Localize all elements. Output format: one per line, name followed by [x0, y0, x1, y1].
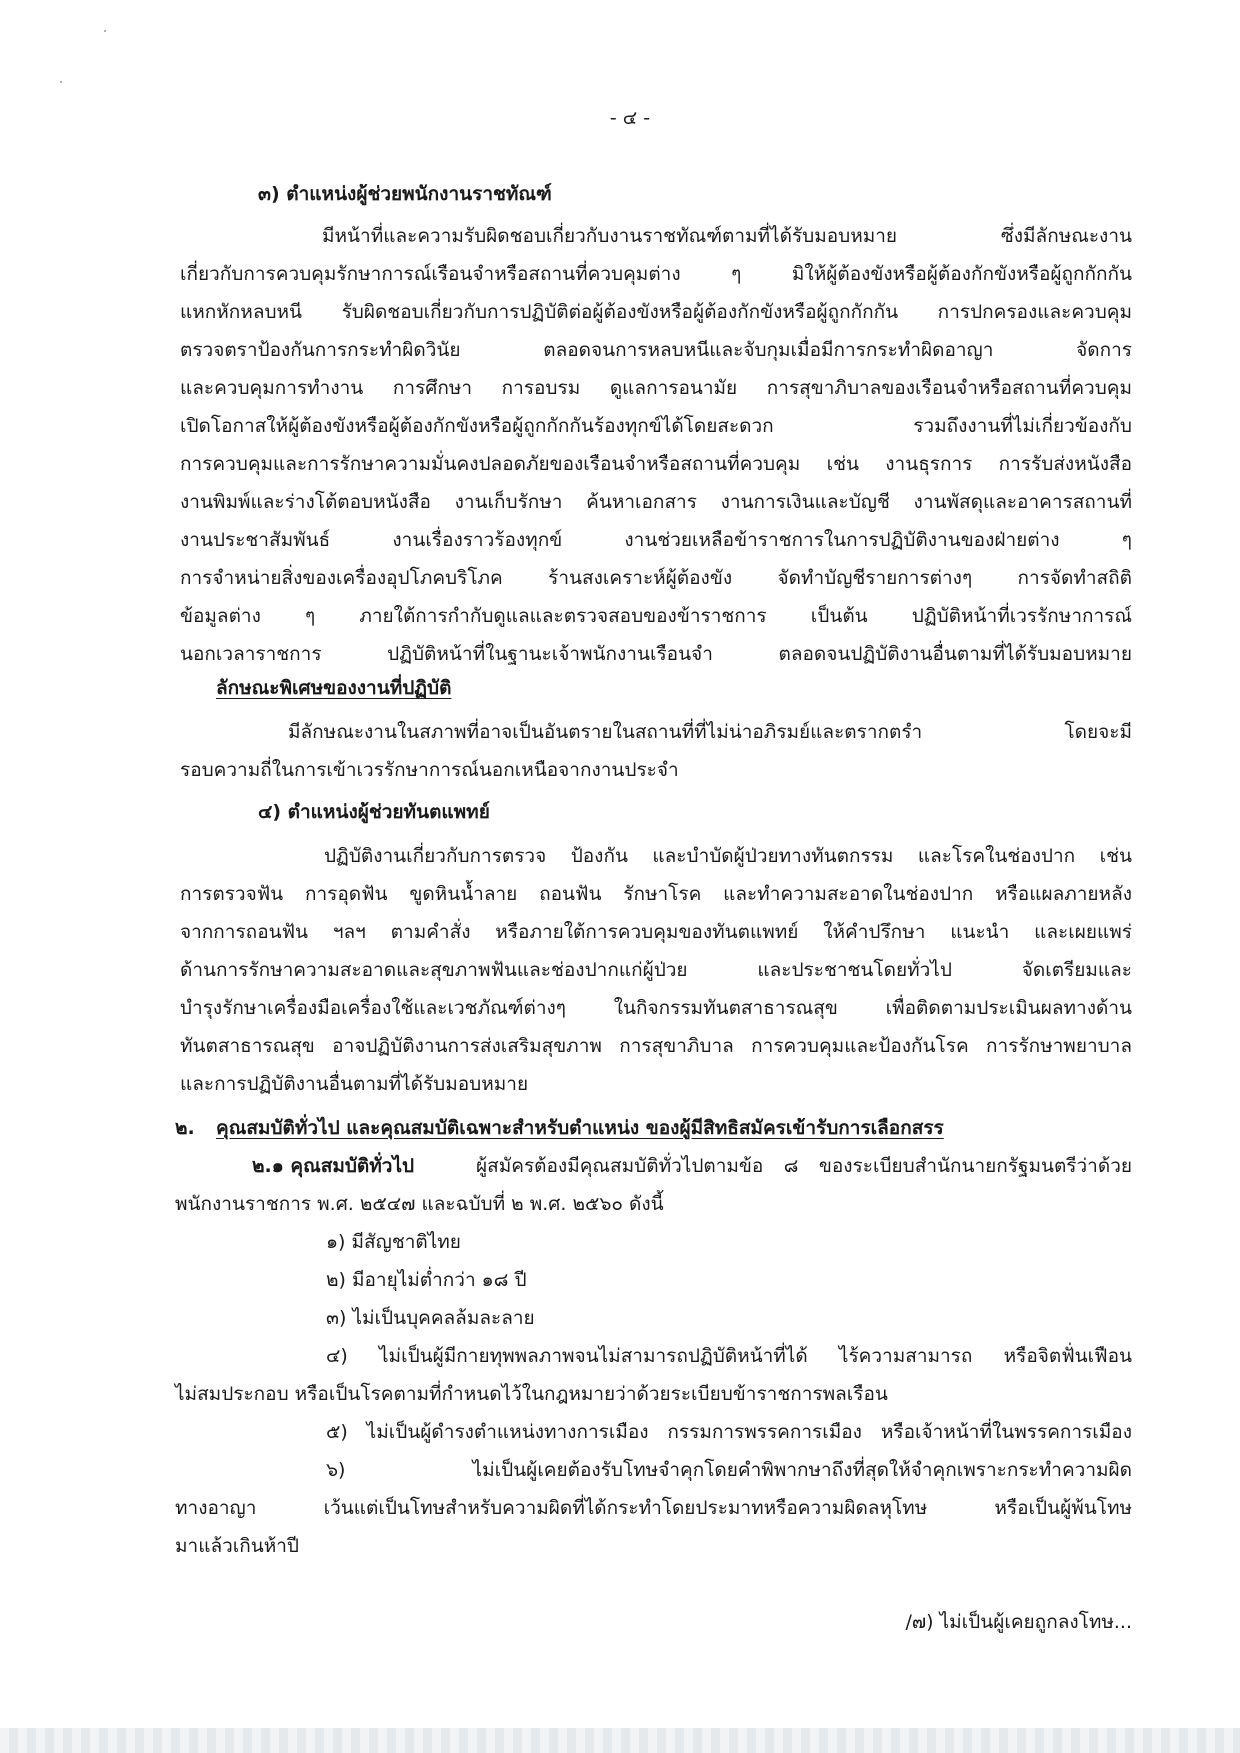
paragraph-line: การควบคุมและการรักษาความมั่นคงปลอดภัยของเรือนจำหรือสถานที่ควบคุม เช่น งานธุรการ การรับส่งหนังสือ — [180, 453, 1132, 475]
qualification-item: ๓) ไม่เป็นบุคคลล้มละลาย — [326, 1307, 535, 1329]
page-number: - ๔ - — [609, 107, 651, 129]
qualification-item-continued: ทางอาญา เว้นแต่เป็นโทษสำหรับความผิดที่ได้กระทำโดยประมาทหรือความผิดลหุโทษ หรือเป็นผู้พ้นโทษ — [175, 1497, 1132, 1519]
paragraph-line: แหกหักหลบหนี รับผิดชอบเกี่ยวกับการปฏิบัติต่อผู้ต้องขังหรือผู้ต้องกักขังหรือผู้ถูกกักกัน การปกครองและควบคุม — [180, 301, 1132, 323]
paragraph-line: งานพิมพ์และร่างโต้ตอบหนังสือ งานเก็บรักษา ค้นหาเอกสาร งานการเงินและบัญชี งานพัสดุและอาคารสถานที่ — [180, 491, 1132, 513]
paragraph-line: และควบคุมการทำงาน การศึกษา การอบรม ดูแลการอนามัย การสุขาภิบาลของเรือนจำหรือสถานที่ควบคุม — [180, 377, 1132, 399]
scan-speck — [104, 30, 106, 32]
qualification-item: ๖) ไม่เป็นผู้เคยต้องรับโทษจำคุกโดยคำพิพากษาถึงที่สุดให้จำคุกเพราะกระทำความผิด — [326, 1459, 1132, 1481]
scan-speck — [60, 81, 62, 83]
paragraph-line: พนักงานราชการ พ.ศ. ๒๕๔๗ และฉบับที่ ๒ พ.ศ. ๒๕๖๐ ดังนี้ — [175, 1193, 664, 1215]
qualification-item: ๑) มีสัญชาติไทย — [326, 1231, 461, 1253]
paragraph-line: และการปฏิบัติงานอื่นตามที่ได้รับมอบหมาย — [180, 1073, 529, 1095]
paragraph-line: งานประชาสัมพันธ์ งานเรื่องราวร้องทุกข์ งานช่วยเหลือข้าราชการในการปฏิบัติงานของฝ่ายต่าง ๆ — [180, 529, 1132, 551]
general-qualifications-heading: ๒.๑ คุณสมบัติทั่วไป — [252, 1155, 415, 1177]
paragraph-line: มีหน้าที่และความรับผิดชอบเกี่ยวกับงานราชทัณฑ์ตามที่ได้รับมอบหมาย ซึ่งมีลักษณะงาน — [322, 225, 1132, 247]
paragraph-line: ตรวจตราป้องกันการกระทำผิดวินัย ตลอดจนการหลบหนีและจับกุมเมื่อมีการกระทำผิดอาญา จัดการ — [180, 339, 1132, 361]
section-4-heading: ๔) ตำแหน่งผู้ช่วยทันตแพทย์ — [258, 801, 490, 823]
paragraph-line: นอกเวลาราชการ ปฏิบัติหน้าที่ในฐานะเจ้าพนักงานเรือนจำ ตลอดจนปฏิบัติงานอื่นตามที่ได้รับมอบหมาย — [180, 643, 1132, 665]
scan-edge-band — [0, 1728, 1240, 1753]
part-2-number: ๒. — [175, 1117, 195, 1139]
qualification-item: ๔) ไม่เป็นผู้มีกายทุพพลภาพจนไม่สามารถปฏิบัติหน้าที่ได้ ไร้ความสามารถ หรือจิตฟั่นเฟือน — [326, 1345, 1132, 1367]
qualification-item-continued: มาแล้วเกินห้าปี — [175, 1535, 299, 1557]
section-3-heading: ๓) ตำแหน่งผู้ช่วยพนักงานราชทัณฑ์ — [258, 183, 552, 205]
qualification-item: ๕) ไม่เป็นผู้ดำรงตำแหน่งทางการเมือง กรรมการพรรคการเมือง หรือเจ้าหน้าที่ในพรรคการเมือง — [326, 1421, 1132, 1443]
paragraph-line: การตรวจฟัน การอุดฟัน ขูดหินน้ำลาย ถอนฟัน รักษาโรค และทำความสะอาดในช่องปาก หรือแผลภายหลัง — [180, 883, 1132, 905]
paragraph-line: ปฏิบัติงานเกี่ยวกับการตรวจ ป้องกัน และบำบัดผู้ป่วยทางทันตกรรม และโรคในช่องปาก เช่น — [324, 845, 1132, 867]
paragraph-line: ทันตสาธารณสุข อาจปฏิบัติงานการส่งเสริมสุขภาพ การสุขาภิบาล การควบคุมและป้องกันโรค การรักษาพยาบาล — [180, 1035, 1132, 1057]
qualification-item: ๒) มีอายุไม่ต่ำกว่า ๑๘ ปี — [326, 1269, 527, 1291]
paragraph-line: จากการถอนฟัน ฯลฯ ตามคำสั่ง หรือภายใต้การควบคุมของทันตแพทย์ ให้คำปรึกษา แนะนำ และเผยแพร่ — [180, 921, 1132, 943]
paragraph-line: การจำหน่ายสิ่งของเครื่องอุปโภคบริโภค ร้านสงเคราะห์ผู้ต้องขัง จัดทำบัญชีรายการต่างๆ การจัดทำสถิติ — [180, 567, 1132, 589]
paragraph-line: ผู้สมัครต้องมีคุณสมบัติทั่วไปตามข้อ ๘ ของระเบียบสำนักนายกรัฐมนตรีว่าด้วย — [476, 1155, 1132, 1177]
paragraph-line: บำรุงรักษาเครื่องมือเครื่องใช้และเวชภัณฑ์ต่างๆ ในกิจกรรมทันตสาธารณสุข เพื่อติดตามประเมินผลทางด้าน — [180, 997, 1132, 1019]
qualification-item-continued: ไม่สมประกอบ หรือเป็นโรคตามที่กำหนดไว้ในกฎหมายว่าด้วยระเบียบข้าราชการพลเรือน — [175, 1383, 888, 1405]
paragraph-line: ด้านการรักษาความสะอาดและสุขภาพฟันและช่องปากแก่ผู้ป่วย และประชาชนโดยทั่วไป จัดเตรียมและ — [180, 959, 1132, 981]
continuation-note: /๗) ไม่เป็นผู้เคยถูกลงโทษ... — [905, 1611, 1132, 1633]
paragraph-line: มีลักษณะงานในสภาพที่อาจเป็นอันตรายในสถานที่ที่ไม่น่าอภิรมย์และตรากตรำ โดยจะมี — [288, 721, 1132, 743]
paragraph-line: รอบความถี่ในการเข้าเวรรักษาการณ์นอกเหนือจากงานประจำ — [180, 759, 679, 781]
part-2-heading: คุณสมบัติทั่วไป และคุณสมบัติเฉพาะสำหรับตำแหน่ง ของผู้มีสิทธิสมัครเข้ารับการเลือกสรร — [216, 1117, 944, 1139]
paragraph-line: เกี่ยวกับการควบคุมรักษาการณ์เรือนจำหรือสถานที่ควบคุมต่าง ๆ มิให้ผู้ต้องขังหรือผู้ต้องกักขังหรือผู้ถูกกักกัน — [180, 263, 1132, 285]
special-characteristics-heading: ลักษณะพิเศษของงานที่ปฏิบัติ — [216, 677, 452, 699]
paragraph-line: เปิดโอกาสให้ผู้ต้องขังหรือผู้ต้องกักขังหรือผู้ถูกกักกันร้องทุกข์ได้โดยสะดวก รวมถึงงานที่ไม่เกี่ยวข้องกับ — [180, 415, 1132, 437]
paragraph-line: ข้อมูลต่าง ๆ ภายใต้การกำกับดูแลและตรวจสอบของข้าราชการ เป็นต้น ปฏิบัติหน้าที่เวรรักษาการณ์ — [180, 605, 1132, 627]
